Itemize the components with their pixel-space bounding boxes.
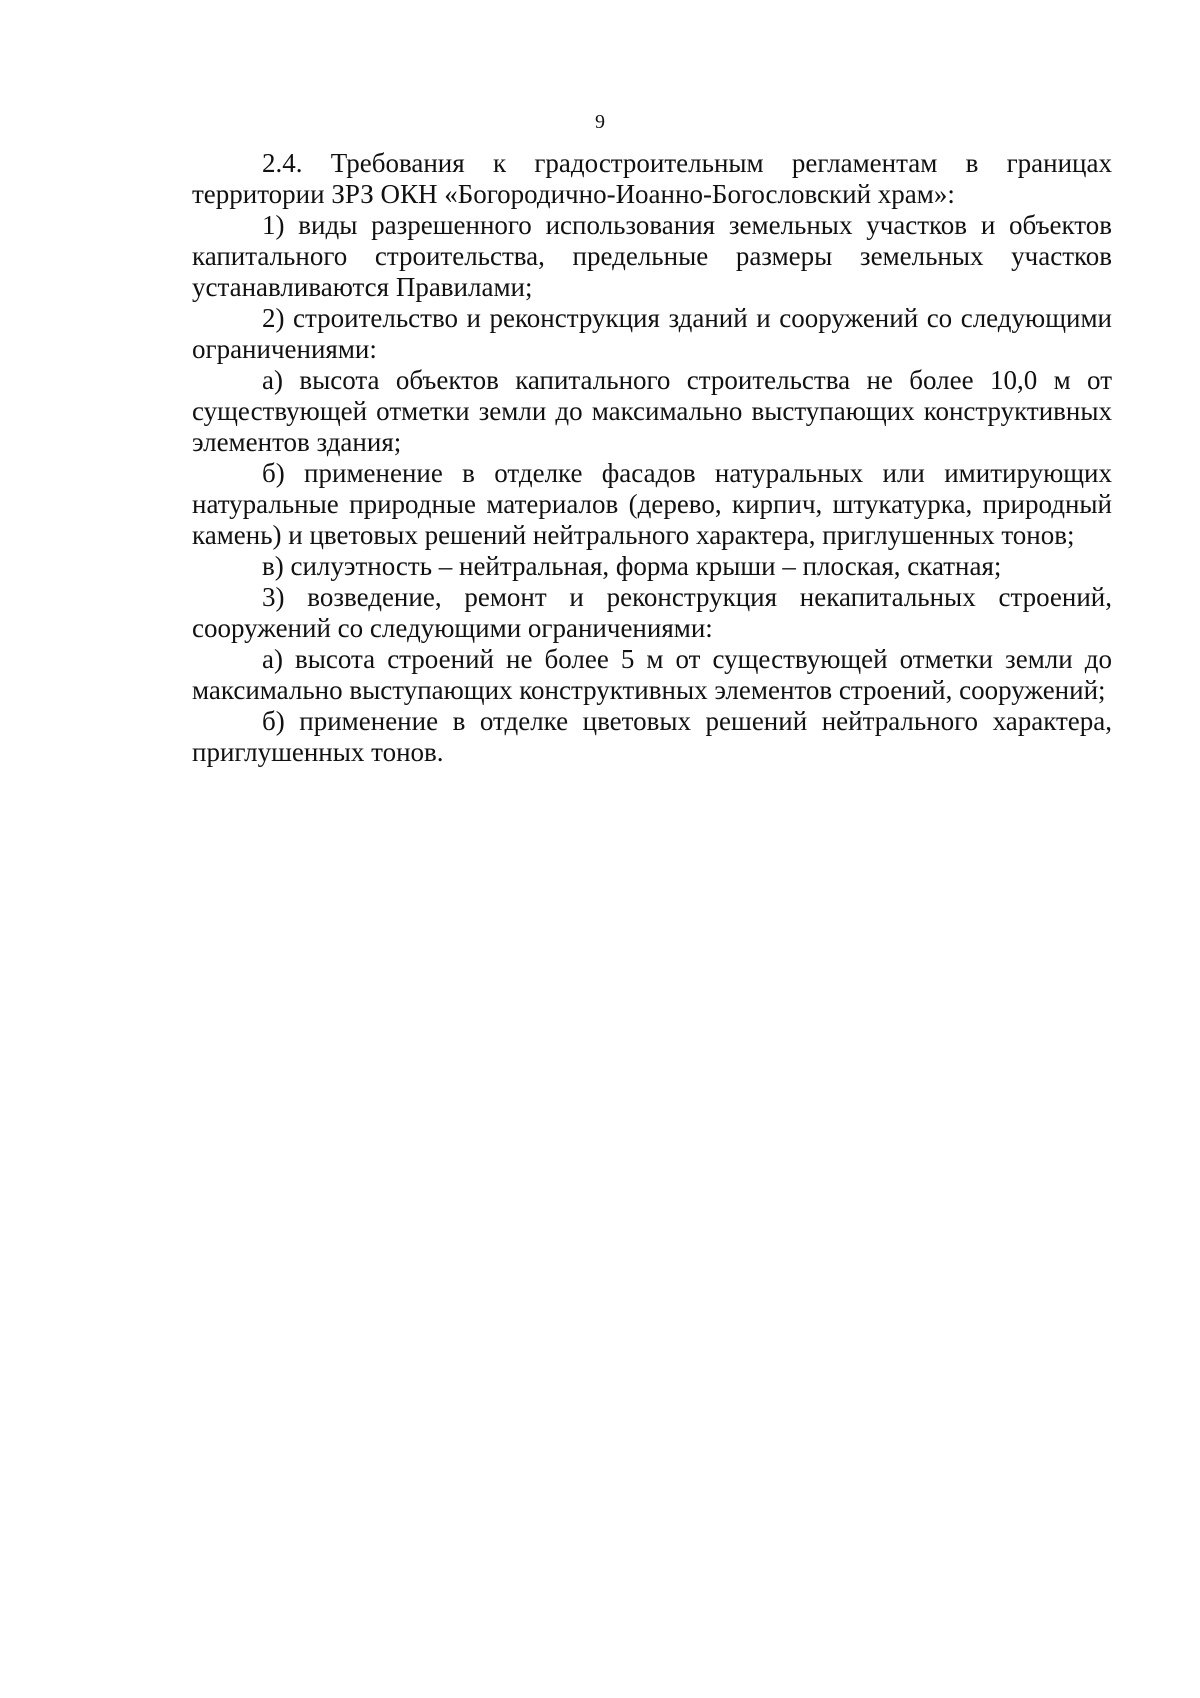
paragraph-item-3: 3) возведение, ремонт и реконструкция некапитальных строений, сооружений со следующими ограничениями: [192,582,1112,643]
page-number: 9 [595,111,605,133]
paragraph-item-1: 1) виды разрешенного использования земельных участков и объектов капитального строительства, предельные размеры земельных участков устанавливаются Правилами; [192,210,1112,302]
paragraph-item-3a: а) высота строений не более 5 м от существующей отметки земли до максимально выступающих конструктивных элементов строений, сооружений; [192,644,1112,705]
paragraph-item-3b: б) применение в отделке цветовых решений нейтрального характера, приглушенных тонов. [192,706,1112,767]
document-body [192,148,1112,768]
paragraph-item-2a: а) высота объектов капитального строительства не более 10,0 м от существующей отметки земли до максимально выступающих конструктивных элементов здания; [192,365,1112,457]
paragraph-item-2: 2) строительство и реконструкция зданий и сооружений со следующими ограничениями: [192,303,1112,364]
paragraph-2-4-heading: 2.4. Требования к градостроительным регламентам в границах территории ЗРЗ ОКН «Богородично-Иоанно-Богословский храм»: [192,148,1112,209]
paragraph-item-2b: б) применение в отделке фасадов натуральных или имитирующих натуральные природные материалов (дерево, кирпич, штукатурка, природный камень) и цветовых решений нейтрального характера, приглушенных тонов; [192,458,1112,550]
paragraph-item-2v: в) силуэтность – нейтральная, форма крыши – плоская, скатная; [262,551,1002,581]
